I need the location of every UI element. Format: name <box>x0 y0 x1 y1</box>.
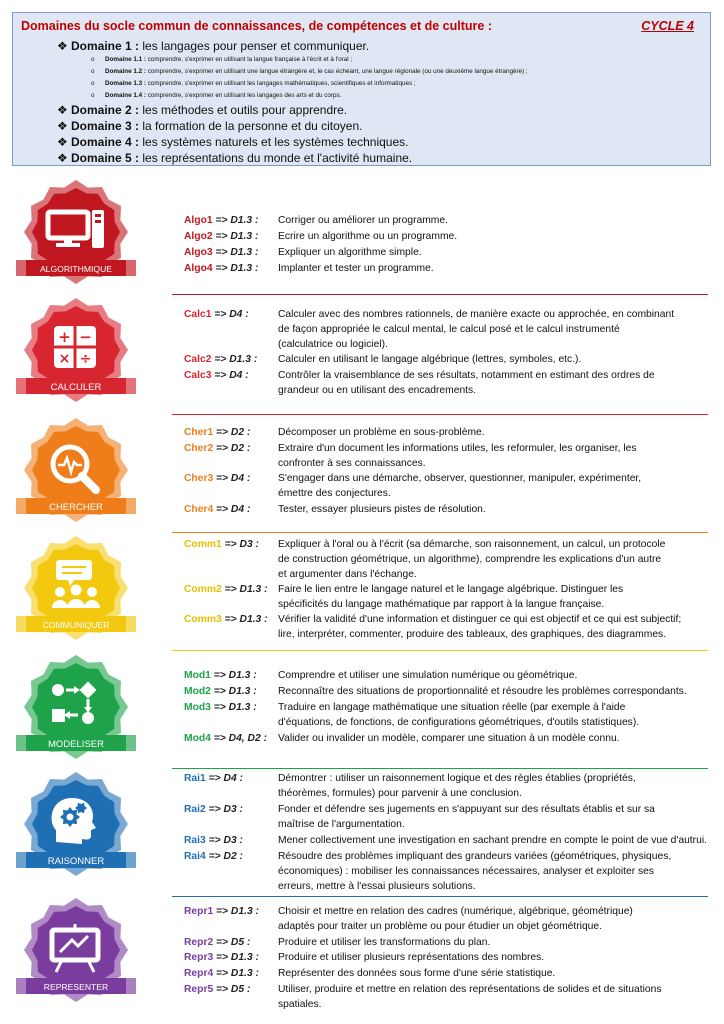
competency-code: Mod4 => D4, D2 : <box>184 733 267 744</box>
description-line: Résoudre des problèmes impliquant des grandeurs variées (géométriques, physiques, <box>278 851 672 862</box>
badge-label: COMMUNIQUER <box>42 620 110 630</box>
badge-representer <box>12 898 140 1008</box>
competency-code: Comm1 => D3 : <box>184 539 259 550</box>
description-line: erreurs, mettre à l'essai plusieurs solutions. <box>278 881 476 892</box>
competency-code: Calc2 => D1.3 : <box>184 354 258 365</box>
competency-description <box>278 982 708 1012</box>
domains-header-box <box>12 12 711 166</box>
description-line: maîtrise de l'argumentation. <box>278 819 405 830</box>
competency-code: Cher4 => D4 : <box>184 504 251 515</box>
competency-code: Mod1 => D1.3 : <box>184 670 257 681</box>
competency-code: Repr3 => D1.3 : <box>184 952 259 963</box>
section-separator <box>172 768 708 769</box>
svg-text:+: + <box>58 328 71 346</box>
competency-description <box>278 471 708 501</box>
description-line: Comprendre et utiliser une simulation numérique ou géométrique. <box>278 670 578 681</box>
badge-calculer <box>12 298 140 408</box>
badge-algorithmique <box>12 180 140 290</box>
description-line: Traduire en langage mathématique une situation réelle (par exemple à l'aide <box>278 702 626 713</box>
description-line: Calculer avec des nombres rationnels, de manière exacte ou approchée, en combinant <box>278 309 675 320</box>
competency-description <box>278 261 708 276</box>
description-line: spatiales. <box>278 999 322 1010</box>
competency-code: Cher1 => D2 : <box>184 427 251 438</box>
competency-description <box>278 668 708 683</box>
description-line: de construction géométrique, un algorithme), comprendre les explications d'un autre <box>278 554 662 565</box>
description-line: Utiliser, produire et mettre en relation des représentations de solides et de situations <box>278 984 662 995</box>
bullet-icon: ❖ <box>57 135 68 149</box>
subdomain-1-1: o Domaine 1.1 : comprendre, s'exprimer en utilisant la langue française à l'écrit et à l'oral ; <box>91 56 353 63</box>
competency-code: Rai4 => D2 : <box>184 851 243 862</box>
description-line: spécificités du langage mathématique par rapport à la langue française. <box>278 599 605 610</box>
header-title: Domaines du socle commun de connaissances, de compétences et de culture : <box>21 19 492 33</box>
competency-description <box>278 213 708 228</box>
description-line: Corriger ou améliorer un programme. <box>278 215 448 226</box>
description-line: Représenter des données sous forme d'une série statistique. <box>278 968 556 979</box>
competency-code: Algo2 => D1.3 : <box>184 231 259 242</box>
description-line: (calculatrice ou logiciel). <box>278 339 388 350</box>
competency-description <box>278 904 708 934</box>
competency-code: Rai1 => D4 : <box>184 773 243 784</box>
section-separator <box>172 414 708 415</box>
competency-code: Repr5 => D5 : <box>184 984 251 995</box>
circle-bullet-icon: o <box>91 56 95 63</box>
description-line: Expliquer un algorithme simple. <box>278 247 422 258</box>
competency-code: Calc3 => D4 : <box>184 370 249 381</box>
subdomain-1-4: o Domaine 1.4 : comprendre, s'exprimer en utilisant les langages des arts et du corps. <box>91 92 342 99</box>
competency-description <box>278 731 708 746</box>
badge-raisonner <box>12 772 140 882</box>
description-line: Expliquer à l'oral ou à l'écrit (sa démarche, son raisonnement, un calcul, un protocole <box>278 539 666 550</box>
competency-description <box>278 229 708 244</box>
description-line: économiques) : mobiliser les connaissances nécessaires, analyser et exploiter ses <box>278 866 655 877</box>
domain-1: ❖ Domaine 1 : les langages pour penser et communiquer. <box>57 39 370 53</box>
description-line: S'engager dans une démarche, observer, questionner, manipuler, expérimenter, <box>278 473 642 484</box>
description-line: grandeur ou en utilisant des encadrements. <box>278 385 477 396</box>
competency-code: Calc1 => D4 : <box>184 309 249 320</box>
competency-description <box>278 368 708 398</box>
competency-description <box>278 441 708 471</box>
badge-label: ALGORITHMIQUE <box>39 264 113 274</box>
description-line: théorèmes, formules) pour parvenir à une conclusion. <box>278 788 522 799</box>
description-line: Vérifier la validité d'une information et distinguer ce qui est objectif et ce qui est subjectif; <box>278 614 682 625</box>
description-line: Ecrire un algorithme ou un programme. <box>278 231 458 242</box>
description-line: Reconnaître des situations de proportionnalité et résoudre les problèmes correspondants. <box>278 686 687 697</box>
description-line: confronter à ses connaissances. <box>278 458 426 469</box>
competency-description <box>278 700 708 730</box>
badge-label: CHERCHER <box>49 502 103 513</box>
description-line: d'équations, de fonctions, de configurations géométriques, d'outils statistiques). <box>278 717 640 728</box>
domain-2: ❖ Domaine 2 : les méthodes et outils pour apprendre. <box>57 103 348 117</box>
competency-description <box>278 352 708 367</box>
bullet-icon: ❖ <box>57 119 68 133</box>
competency-code: Repr4 => D1.3 : <box>184 968 259 979</box>
competency-code: Algo1 => D1.3 : <box>184 215 259 226</box>
section-separator <box>172 650 708 651</box>
domain-3: ❖ Domaine 3 : la formation de la personne et du citoyen. <box>57 119 363 133</box>
competency-code: Mod3 => D1.3 : <box>184 702 257 713</box>
section-separator <box>172 294 708 295</box>
description-line: Produire et utiliser les transformations du plan. <box>278 937 491 948</box>
description-line: Calculer en utilisant le langage algébrique (lettres, symboles, etc.). <box>278 354 582 365</box>
description-line: Produire et utiliser plusieurs représentations des nombres. <box>278 952 545 963</box>
calculator-icon <box>54 326 96 368</box>
competency-code: Cher3 => D4 : <box>184 473 251 484</box>
description-line: Démontrer : utiliser un raisonnement logique et des règles établies (propriétés, <box>278 773 636 784</box>
domain-5: ❖ Domaine 5 : les représentations du monde et l'activité humaine. <box>57 151 413 165</box>
badge-label: RAISONNER <box>47 856 105 867</box>
competency-description <box>278 502 708 517</box>
description-line: adaptés pour traiter un problème ou pour étudier un objet géométrique. <box>278 921 602 932</box>
competency-description <box>278 307 708 352</box>
cycle-label: CYCLE 4 <box>641 19 694 33</box>
competency-code: Rai3 => D3 : <box>184 835 243 846</box>
badge-label: CALCULER <box>50 382 102 393</box>
description-line: et argumenter dans l'échange. <box>278 569 417 580</box>
svg-text:×: × <box>58 351 71 367</box>
competency-code: Repr1 => D1.3 : <box>184 906 259 917</box>
description-line: Extraire d'un document les informations utiles, les reformuler, les organiser, les <box>278 443 637 454</box>
bullet-icon: ❖ <box>57 103 68 117</box>
competency-description <box>278 612 708 642</box>
competency-code: Rai2 => D3 : <box>184 804 243 815</box>
circle-bullet-icon: o <box>91 68 95 75</box>
competency-code: Cher2 => D2 : <box>184 443 251 454</box>
description-line: de façon appropriée le calcul mental, le calcul posé et le calcul instrumenté <box>278 324 620 335</box>
bullet-icon: ❖ <box>57 39 68 53</box>
subdomain-1-3: o Domaine 1.3 : comprendre, s'exprimer en utilisant les langages mathématiques, scientifiques et informatiques ; <box>91 80 416 87</box>
competency-description <box>278 966 708 981</box>
competency-description <box>278 849 708 894</box>
competency-description <box>278 582 708 612</box>
description-line: Tester, essayer plusieurs pistes de résolution. <box>278 504 486 515</box>
description-line: Contrôler la vraisemblance de ses résultats, notamment en estimant des ordres de <box>278 370 655 381</box>
description-line: Choisir et mettre en relation des cadres (numérique, algébrique, géométrique) <box>278 906 633 917</box>
competency-description <box>278 950 708 965</box>
competency-description <box>278 833 708 848</box>
subdomain-1-2: o Domaine 1.2 : comprendre, s'exprimer en utilisant une langue étrangère et, le cas échéant, une langue régionale (ou une deuxième langue étrangère) ; <box>91 68 528 75</box>
domain-4: ❖ Domaine 4 : les systèmes naturels et les systèmes techniques. <box>57 135 409 149</box>
circle-bullet-icon: o <box>91 92 95 99</box>
competency-description <box>278 935 708 950</box>
description-line: Mener collectivement une investigation en sachant prendre en compte le point de vue d'autrui. <box>278 835 707 846</box>
bullet-icon: ❖ <box>57 151 68 165</box>
section-separator <box>172 896 708 897</box>
badge-modeliser <box>12 655 140 765</box>
description-line: Fonder et défendre ses jugements en s'appuyant sur des résultats établis et sur sa <box>278 804 655 815</box>
competency-code: Repr2 => D5 : <box>184 937 251 948</box>
section-separator <box>172 532 708 533</box>
description-line: Valider ou invalider un modèle, comparer une situation à un modèle connu. <box>278 733 620 744</box>
badge-communiquer <box>12 536 140 646</box>
description-line: émettre des conjectures. <box>278 488 391 499</box>
competency-description <box>278 537 708 582</box>
competency-code: Mod2 => D1.3 : <box>184 686 257 697</box>
competency-code: Algo4 => D1.3 : <box>184 263 259 274</box>
description-line: Faire le lien entre le langage naturel et le langage algébrique. Distinguer les <box>278 584 624 595</box>
competency-code: Algo3 => D1.3 : <box>184 247 259 258</box>
competency-code: Comm3 => D1.3 : <box>184 614 268 625</box>
badge-label: REPRESENTER <box>43 982 109 992</box>
competency-description <box>278 802 708 832</box>
description-line: Décomposer un problème en sous-problème. <box>278 427 485 438</box>
badge-label: MODELISER <box>48 739 104 750</box>
competency-code: Comm2 => D1.3 : <box>184 584 268 595</box>
svg-text:÷: ÷ <box>79 351 92 367</box>
badge-chercher <box>12 418 140 528</box>
description-line: Implanter et tester un programme. <box>278 263 434 274</box>
competency-description <box>278 684 708 699</box>
description-line: lire, interpréter, commenter, produire des tableaux, des graphiques, des diagrammes. <box>278 629 667 640</box>
svg-text:−: − <box>79 328 92 346</box>
circle-bullet-icon: o <box>91 80 95 87</box>
competency-description <box>278 245 708 260</box>
competency-description <box>278 771 708 801</box>
competency-description <box>278 425 708 440</box>
